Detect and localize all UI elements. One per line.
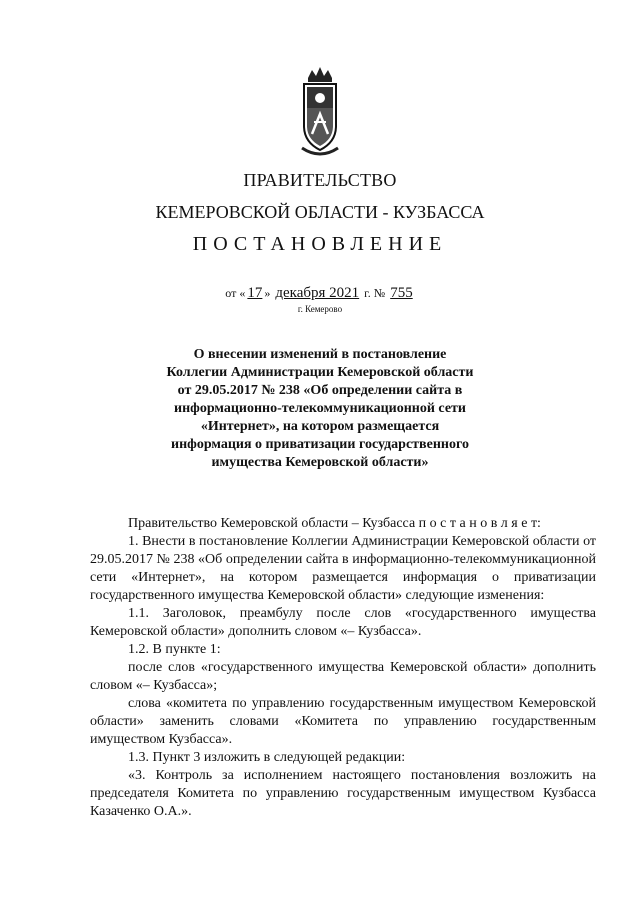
org-name-line2: КЕМЕРОВСКОЙ ОБЛАСТИ - КУЗБАССА [155,202,485,222]
document-body [90,515,596,821]
title-line: информационно-телекоммуникационной сети [174,401,466,416]
title-line: от 29.05.2017 № 238 «Об определении сайта в [177,383,463,398]
body-paragraph: 1.3. Пункт 3 изложить в следующей редакции: [128,750,406,765]
body-paragraph: 1. Внести в постановление Коллегии Администрации Кемеровской области от 29.05.2017 № 238 «Об определении сайта в информационно-телекоммуникационной сети «Интернет», на котором размещается информация о приватизации государственного имущества Кемеровской области» следующие изменения: [90,534,596,603]
body-paragraph: 1.2. В пункте 1: [128,642,221,657]
document-title [150,346,490,472]
coat-of-arms-icon [298,64,342,160]
document-number: 755 [390,285,413,301]
date-prefix: от « [225,286,246,300]
body-paragraph: 1.1. Заголовок, преамбулу после слов «государственного имущества Кемеровской области» дополнить словом «– Кузбасса». [90,606,596,639]
date-day: 17 [247,285,263,301]
body-paragraph: после слов «государственного имущества Кемеровской области» дополнить словом «– Кузбасса»; [90,660,596,693]
date-year-suffix: г. № [364,286,386,300]
title-line: имущества Кемеровской области» [211,455,429,470]
title-line: О внесении изменений в постановление [193,347,447,362]
document-type: ПОСТАНОВЛЕНИЕ [192,233,448,255]
body-paragraph: «3. Контроль за исполнением настоящего постановления возложить на председателя Комитета по управлению государственным имуществом Кузбасса Казаченко О.А.». [90,768,596,819]
title-line: «Интернет», на котором размещается [200,419,440,434]
org-name-line1: ПРАВИТЕЛЬСТВО [243,170,397,190]
date-mid: » [264,286,271,300]
title-line: Коллегии Администрации Кемеровской области [166,365,474,380]
body-paragraph: слова «комитета по управлению государственным имуществом Кемеровской области» заменить словами «Комитета по управлению государственным имуществом Кузбасса». [90,696,596,747]
title-line: информация о приватизации государственного [171,437,469,452]
date-line [0,285,640,302]
date-month-year: декабря 2021 [275,285,360,301]
preamble-paragraph: Правительство Кемеровской области – Кузбасса п о с т а н о в л я е т: [128,516,541,531]
city-name: г. Кемерово [297,304,343,314]
